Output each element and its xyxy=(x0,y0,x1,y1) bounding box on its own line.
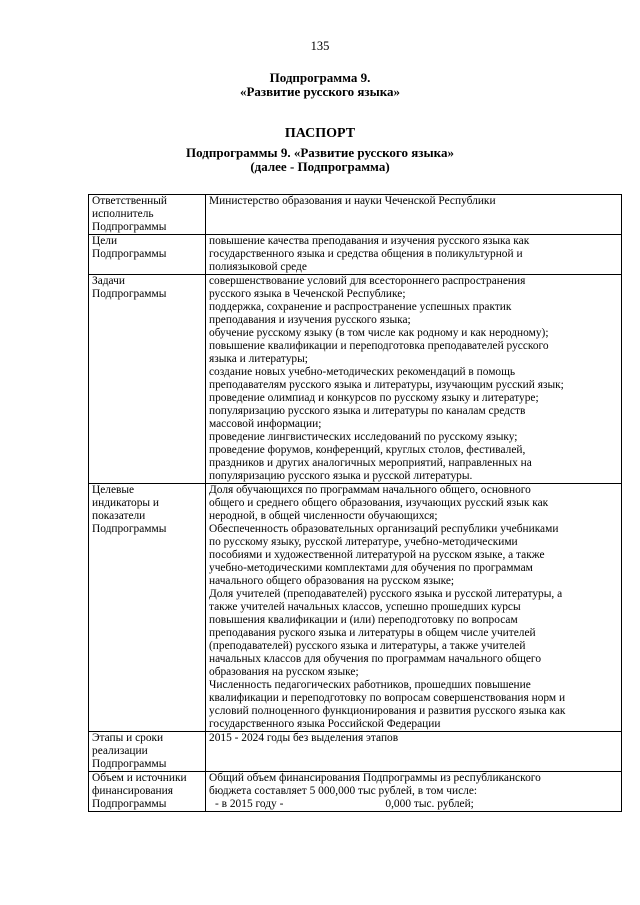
page-number: 135 xyxy=(310,39,330,53)
row-value-line: 2015 - 2024 годы без выделения этапов xyxy=(209,732,399,744)
table-row xyxy=(89,195,622,235)
row-label-line: Задачи xyxy=(92,275,125,287)
table-row xyxy=(89,732,622,772)
row-value-line: государственного языка Российской Федерации xyxy=(209,718,441,730)
table-row xyxy=(89,484,622,732)
row-value-line: языка и литературы; xyxy=(209,353,308,365)
row-value-line: (преподавателей) русского языка и литературы, а также учителей xyxy=(209,640,526,652)
row-label-line: показатели xyxy=(92,510,146,522)
row-value-line: проведение форумов, конференций, круглых столов, фестивалей, xyxy=(209,444,526,456)
row-value-line: праздников и других аналогичных мероприятий, направленных на xyxy=(209,457,532,469)
row-value-line: Доля учителей (преподавателей) русского языка и русской литературы, а xyxy=(209,588,563,600)
passport-table xyxy=(88,194,622,812)
row-label-cell xyxy=(89,195,206,235)
row-label-cell xyxy=(89,275,206,484)
funding-year-line xyxy=(209,798,621,811)
row-value-line: совершенствование условий для всестороннего распространения xyxy=(209,275,526,287)
row-value-line: популяризацию русского языка и литературы по каналам средств xyxy=(209,405,526,417)
row-value-line: создание новых учебно-методических рекомендаций в помощь xyxy=(209,366,516,378)
row-value-cell xyxy=(206,275,622,484)
row-label-line: Подпрограммы xyxy=(92,523,167,535)
table-row xyxy=(89,275,622,484)
funding-amount: 0,000 тыс. рублей; xyxy=(385,798,474,810)
row-label-line: реализации xyxy=(92,745,148,757)
row-value-line: бюджета составляет 5 000,000 тыс рублей, в том числе: xyxy=(209,785,478,797)
row-value-line: учебно-методическими комплектами для обучения по программам xyxy=(209,562,533,574)
row-value-line: проведение олимпиад и конкурсов по русскому языку и литературе; xyxy=(209,392,539,404)
table-row xyxy=(89,772,622,812)
row-label-line: Цели xyxy=(92,235,118,247)
row-value-line: начального общего образования на русском языке; xyxy=(209,575,455,587)
row-value-line: проведение лингвистических исследований по русскому языку; xyxy=(209,431,518,443)
row-value-line: общего и среднего общего образования, изучающих русский язык как xyxy=(209,497,549,509)
row-label-line: Подпрограммы xyxy=(92,248,167,260)
row-value-line: преподавания руского языка и литературы в общем числе учителей xyxy=(209,627,536,639)
row-value-line: преподавания и изучения русского языка; xyxy=(209,314,411,326)
row-value-line: полиязыковой среде xyxy=(209,261,307,273)
row-value-line: по русскому языку, русской литературе, учебно-методическими xyxy=(209,536,518,548)
row-value-line: массовой информации; xyxy=(209,418,322,430)
row-label-cell xyxy=(89,772,206,812)
subprogram-heading xyxy=(0,71,640,99)
row-label-line: индикаторы и xyxy=(92,497,160,509)
row-value-line: повышение квалификации и переподготовка преподавателей русского xyxy=(209,340,549,352)
row-value-cell xyxy=(206,235,622,275)
row-label-line: финансирования xyxy=(92,785,173,797)
row-label-line: Подпрограммы xyxy=(92,758,167,770)
row-value-line: поддержка, сохранение и распространение успешных практик xyxy=(209,301,512,313)
row-label-line: исполнитель xyxy=(92,208,154,220)
row-value-line: образования на русском языке; xyxy=(209,666,359,678)
row-label-line: Ответственный xyxy=(92,195,168,207)
row-label-line: Подпрограммы xyxy=(92,288,167,300)
row-value-line: Доля обучающихся по программам начального общего, основного xyxy=(209,484,531,496)
row-value-line: Общий объем финансирования Подпрограммы из республиканского xyxy=(209,772,541,784)
funding-year: - в 2015 году - xyxy=(215,798,284,810)
row-value-line: обучение русскому языку (в том числе как родному и как неродному); xyxy=(209,327,549,339)
row-value-line: условий полноценного функционирования и развития русского языка как xyxy=(209,705,566,717)
row-label-line: Объем и источники xyxy=(92,772,187,784)
table-row xyxy=(89,235,622,275)
subprogram-heading-line1: Подпрограмма 9. xyxy=(269,70,371,85)
row-value-line: преподавателям русского языка и литературы, изучающим русский язык; xyxy=(209,379,564,391)
row-label-line: Подпрограммы xyxy=(92,221,167,233)
passport-subtitle-line1: Подпрограммы 9. «Развитие русского языка» xyxy=(186,145,454,160)
passport-subtitle-line2: (далее - Подпрограмма) xyxy=(250,159,390,174)
row-label-line: Этапы и сроки xyxy=(92,732,164,744)
row-label-cell xyxy=(89,732,206,772)
passport-subtitle xyxy=(0,146,640,174)
row-label-cell xyxy=(89,484,206,732)
row-value-line: начальных классов для обучения по программам начального общего xyxy=(209,653,542,665)
row-value-line: популяризацию русского языка и русской литературы. xyxy=(209,470,473,482)
row-value-line: неродной, в общей численности обучающихся; xyxy=(209,510,438,522)
row-value-line: пособиями и художественной литературой на русском языке, а также xyxy=(209,549,545,561)
row-value-line: Численность педагогических работников, прошедших повышение xyxy=(209,679,531,691)
row-value-cell xyxy=(206,484,622,732)
row-value-line: повышения квалификации и (или) переподготовку по вопросам xyxy=(209,614,518,626)
row-value-cell xyxy=(206,772,622,812)
row-value-line: государственного языка и средства общения в поликультурной и xyxy=(209,248,523,260)
row-value-line: русского языка в Чеченской Республике; xyxy=(209,288,406,300)
row-label-line: Целевые xyxy=(92,484,135,496)
row-value-line: повышение качества преподавания и изучения русского языка как xyxy=(209,235,530,247)
row-value-line: Министерство образования и науки Чеченской Республики xyxy=(209,195,496,207)
row-value-cell xyxy=(206,732,622,772)
subprogram-heading-line2: «Развитие русского языка» xyxy=(239,84,401,99)
row-label-line: Подпрограммы xyxy=(92,798,167,810)
passport-title: ПАСПОРТ xyxy=(284,126,356,141)
row-value-line: квалификации и переподготовку по вопросам совершенствования норм и xyxy=(209,692,566,704)
row-value-line: Обеспеченность образовательных организаций республики учебниками xyxy=(209,523,559,535)
row-label-cell xyxy=(89,235,206,275)
row-value-line: также учителей начальных классов, успешно прошедших курсы xyxy=(209,601,521,613)
row-value-cell xyxy=(206,195,622,235)
